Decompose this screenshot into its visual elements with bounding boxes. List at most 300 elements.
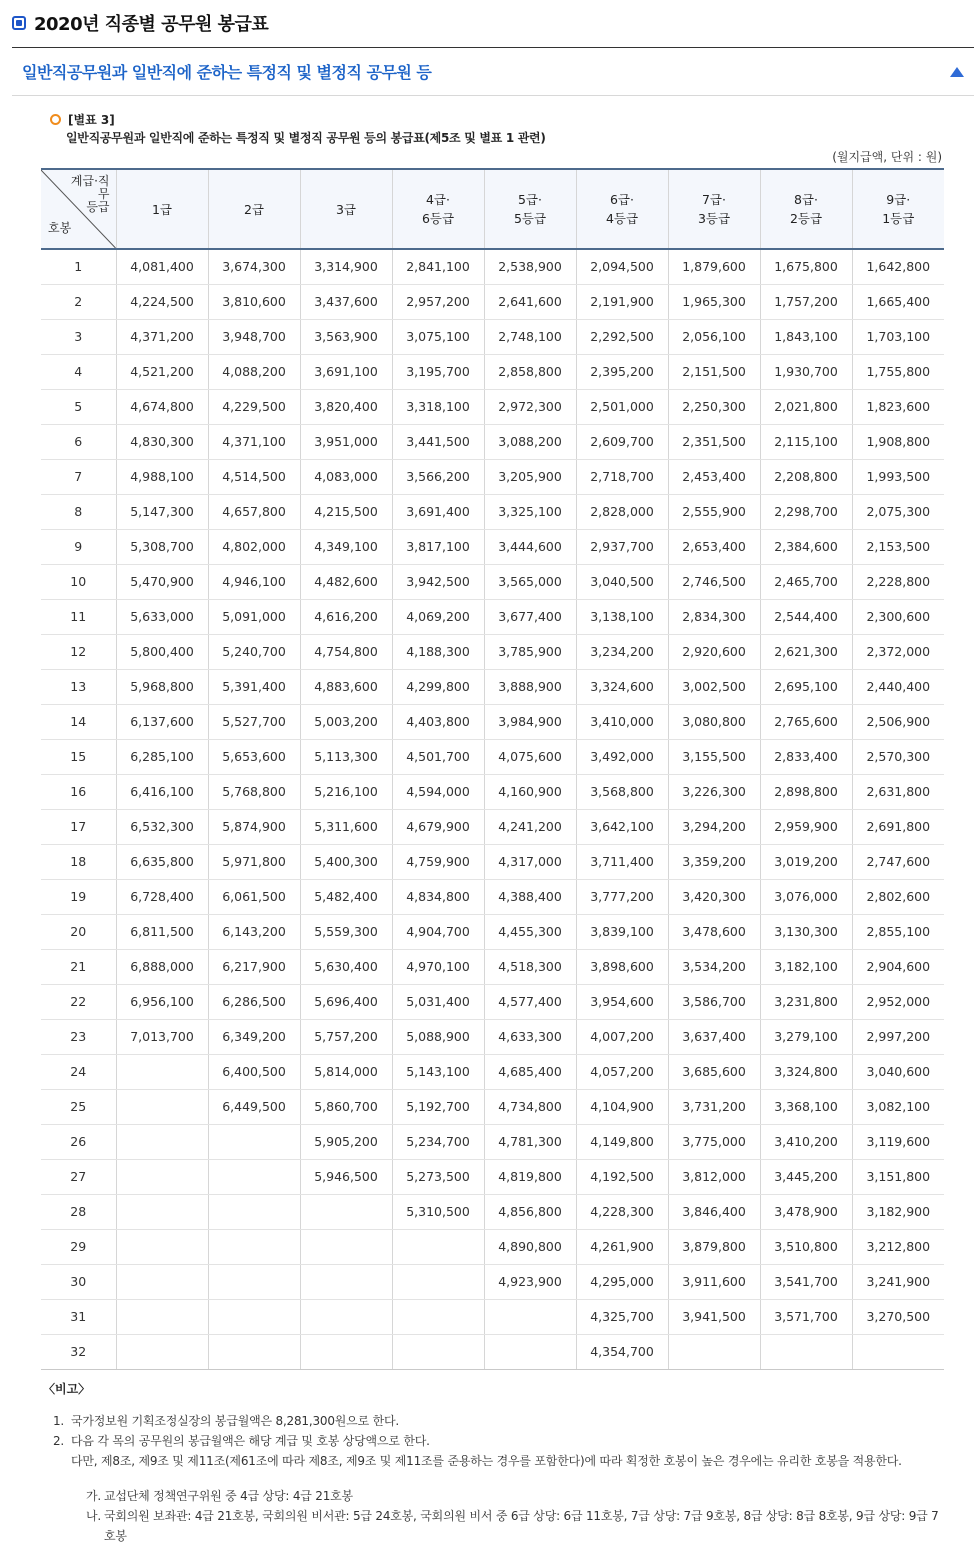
salary-cell: 4,482,600 [300,564,392,599]
salary-cell: 7,013,700 [116,1019,208,1054]
salary-cell: 3,674,300 [208,249,300,284]
table-row [41,599,944,634]
salary-cell: 5,310,500 [392,1194,484,1229]
salary-cell: 2,292,500 [576,319,668,354]
salary-cell: 5,653,600 [208,739,300,774]
salary-cell: 3,270,500 [852,1299,944,1334]
salary-cell: 5,527,700 [208,704,300,739]
note-number: 2. [53,1434,65,1448]
salary-cell: 4,781,300 [484,1124,576,1159]
salary-cell: 2,021,800 [760,389,852,424]
salary-cell: 3,586,700 [668,984,760,1019]
step-cell: 16 [41,774,116,809]
salary-cell: 1,703,100 [852,319,944,354]
salary-cell: 5,400,300 [300,844,392,879]
salary-cell: 3,076,000 [760,879,852,914]
salary-cell: 5,088,900 [392,1019,484,1054]
square-bullet-icon [12,16,26,30]
step-cell: 13 [41,669,116,704]
salary-cell: 3,324,800 [760,1054,852,1089]
salary-cell: 3,691,400 [392,494,484,529]
step-cell: 9 [41,529,116,564]
salary-cell: 1,930,700 [760,354,852,389]
salary-table [41,168,944,1370]
table-row [41,1229,944,1264]
salary-cell: 4,295,000 [576,1264,668,1299]
salary-cell: 2,747,600 [852,844,944,879]
salary-cell: 3,082,100 [852,1089,944,1124]
salary-cell [208,1194,300,1229]
table-row [41,984,944,1019]
salary-cell: 3,510,800 [760,1229,852,1264]
salary-cell: 3,817,100 [392,529,484,564]
salary-cell: 3,155,500 [668,739,760,774]
salary-cell: 3,080,800 [668,704,760,739]
table-row [41,1264,944,1299]
step-cell: 11 [41,599,116,634]
step-cell: 28 [41,1194,116,1229]
salary-cell: 5,003,200 [300,704,392,739]
salary-cell: 3,279,100 [760,1019,852,1054]
salary-cell: 6,286,500 [208,984,300,1019]
salary-cell: 3,642,100 [576,809,668,844]
salary-cell: 2,841,100 [392,249,484,284]
page-title: 2020년 직종별 공무원 봉급표 [34,14,269,35]
corner-top-label [71,175,110,214]
salary-cell: 2,538,900 [484,249,576,284]
salary-cell: 2,718,700 [576,459,668,494]
step-cell: 29 [41,1229,116,1264]
salary-cell: 4,657,800 [208,494,300,529]
salary-cell: 4,160,900 [484,774,576,809]
salary-cell [208,1124,300,1159]
table-row [41,844,944,879]
salary-cell: 3,911,600 [668,1264,760,1299]
salary-cell: 5,905,200 [300,1124,392,1159]
table-row [41,529,944,564]
salary-cell [300,1299,392,1334]
salary-cell: 4,521,200 [116,354,208,389]
note-text: 국가정보원 기획조정실장의 봉급월액은 8,281,300원으로 한다. [71,1414,399,1428]
salary-cell: 5,768,800 [208,774,300,809]
note-text: 다음 각 목의 공무원의 봉급월액은 해당 계급 및 호봉 상당액으로 한다. [71,1434,430,1448]
salary-cell: 1,675,800 [760,249,852,284]
note-2-ga [86,1488,353,1505]
unit-note: (월지급액, 단위 : 원) [832,150,942,164]
table-caption: 일반직공무원과 일반직에 준하는 특정직 및 별정직 공무원 등의 봉급표(제5조 및 별표 1 관련) [66,131,546,145]
salary-cell: 5,031,400 [392,984,484,1019]
salary-cell: 3,492,000 [576,739,668,774]
salary-cell: 3,568,800 [576,774,668,809]
salary-cell: 2,691,800 [852,809,944,844]
step-cell: 27 [41,1159,116,1194]
salary-cell: 4,970,100 [392,949,484,984]
step-cell: 31 [41,1299,116,1334]
salary-cell: 4,149,800 [576,1124,668,1159]
salary-cell: 5,860,700 [300,1089,392,1124]
salary-cell [116,1264,208,1299]
salary-cell: 2,570,300 [852,739,944,774]
salary-cell: 3,566,200 [392,459,484,494]
salary-cell: 2,631,800 [852,774,944,809]
salary-cell: 3,226,300 [668,774,760,809]
salary-cell: 4,819,800 [484,1159,576,1194]
salary-cell: 2,298,700 [760,494,852,529]
salary-cell: 4,754,800 [300,634,392,669]
salary-cell: 2,372,000 [852,634,944,669]
salary-cell: 3,088,200 [484,424,576,459]
salary-cell: 2,453,400 [668,459,760,494]
step-cell: 3 [41,319,116,354]
salary-cell: 2,440,400 [852,669,944,704]
salary-cell: 2,695,100 [760,669,852,704]
salary-cell: 4,299,800 [392,669,484,704]
salary-cell: 3,534,200 [668,949,760,984]
table-body [41,249,944,1369]
salary-cell: 3,984,900 [484,704,576,739]
salary-cell: 2,641,600 [484,284,576,319]
salary-cell: 2,208,800 [760,459,852,494]
salary-cell: 3,677,400 [484,599,576,634]
salary-cell [300,1264,392,1299]
salary-cell: 4,616,200 [300,599,392,634]
salary-cell: 3,888,900 [484,669,576,704]
note-2-continuation: 다만, 제8조, 제9조 및 제11조(제61조에 따라 제8조, 제9조 및 제11조를 준용하는 경우를 포함한다)에 따라 획정한 호봉이 높은 경우에는 유리한 호봉을 적용한다. [71,1454,902,1468]
table-row [41,809,944,844]
salary-cell: 5,091,000 [208,599,300,634]
table-row [41,1299,944,1334]
salary-cell: 3,820,400 [300,389,392,424]
salary-cell: 3,075,100 [392,319,484,354]
salary-cell: 4,834,800 [392,879,484,914]
grade-header: 2급 [208,169,300,249]
salary-cell: 4,946,100 [208,564,300,599]
salary-cell: 4,577,400 [484,984,576,1019]
salary-cell: 3,445,200 [760,1159,852,1194]
salary-cell: 3,777,200 [576,879,668,914]
salary-cell: 3,685,600 [668,1054,760,1089]
step-cell: 8 [41,494,116,529]
salary-cell: 5,968,800 [116,669,208,704]
collapse-triangle-icon[interactable] [950,67,964,77]
salary-cell: 4,633,300 [484,1019,576,1054]
table-row [41,914,944,949]
salary-cell: 3,314,900 [300,249,392,284]
salary-cell: 3,563,900 [300,319,392,354]
table-row [41,494,944,529]
salary-cell: 3,637,400 [668,1019,760,1054]
table-row [41,284,944,319]
salary-cell: 4,890,800 [484,1229,576,1264]
salary-cell: 2,395,200 [576,354,668,389]
salary-cell: 2,075,300 [852,494,944,529]
salary-cell: 3,954,600 [576,984,668,1019]
salary-cell: 2,746,500 [668,564,760,599]
step-cell: 19 [41,879,116,914]
salary-cell: 5,971,800 [208,844,300,879]
salary-cell: 4,371,100 [208,424,300,459]
corner-bottom-label: 호봉 [48,221,72,235]
note-2-na-continuation: 호봉 [104,1529,127,1543]
step-cell: 30 [41,1264,116,1299]
salary-cell: 4,007,200 [576,1019,668,1054]
grade-header: 7급· 3등급 [668,169,760,249]
table-label [50,111,115,128]
salary-cell: 4,685,400 [484,1054,576,1089]
salary-cell: 4,188,300 [392,634,484,669]
salary-cell: 4,349,100 [300,529,392,564]
salary-cell: 2,228,800 [852,564,944,599]
salary-cell: 4,241,200 [484,809,576,844]
grade-header: 5급· 5등급 [484,169,576,249]
note-2-na [86,1508,956,1525]
salary-cell: 1,642,800 [852,249,944,284]
section-accordion-header[interactable] [12,48,974,96]
salary-cell: 2,855,100 [852,914,944,949]
salary-cell: 3,711,400 [576,844,668,879]
salary-cell: 2,653,400 [668,529,760,564]
salary-cell: 3,324,600 [576,669,668,704]
table-row [41,424,944,459]
grade-header: 9급· 1등급 [852,169,944,249]
salary-cell [392,1264,484,1299]
salary-cell: 2,834,300 [668,599,760,634]
salary-cell: 6,956,100 [116,984,208,1019]
salary-cell [484,1334,576,1369]
step-cell: 32 [41,1334,116,1369]
salary-cell: 3,420,300 [668,879,760,914]
salary-cell: 4,083,000 [300,459,392,494]
salary-cell: 2,765,600 [760,704,852,739]
salary-cell: 3,731,200 [668,1089,760,1124]
circle-bullet-icon [50,114,61,125]
salary-cell [300,1229,392,1264]
salary-cell: 2,465,700 [760,564,852,599]
table-row [41,1159,944,1194]
grade-header: 4급· 6등급 [392,169,484,249]
salary-cell: 6,811,500 [116,914,208,949]
salary-cell: 2,115,100 [760,424,852,459]
note-1 [53,1413,399,1430]
salary-cell: 1,843,100 [760,319,852,354]
salary-cell: 3,205,900 [484,459,576,494]
salary-cell: 3,151,800 [852,1159,944,1194]
salary-cell: 3,040,600 [852,1054,944,1089]
salary-cell [760,1334,852,1369]
salary-cell: 2,833,400 [760,739,852,774]
salary-cell [116,1089,208,1124]
salary-cell: 3,019,200 [760,844,852,879]
salary-cell: 3,002,500 [668,669,760,704]
salary-cell: 3,691,100 [300,354,392,389]
salary-cell: 3,138,100 [576,599,668,634]
salary-cell: 4,455,300 [484,914,576,949]
salary-cell: 3,318,100 [392,389,484,424]
table-row [41,774,944,809]
note-2 [53,1433,430,1450]
salary-cell: 2,056,100 [668,319,760,354]
salary-cell: 5,113,300 [300,739,392,774]
salary-cell: 4,215,500 [300,494,392,529]
salary-cell: 4,518,300 [484,949,576,984]
salary-cell: 5,633,000 [116,599,208,634]
salary-cell: 2,153,500 [852,529,944,564]
salary-cell [116,1194,208,1229]
corner-top-line-1: 계급·직 [70,174,110,188]
corner-top-line-2: 무 [97,187,110,201]
salary-cell: 5,800,400 [116,634,208,669]
salary-cell: 4,679,900 [392,809,484,844]
table-row [41,739,944,774]
salary-cell: 3,571,700 [760,1299,852,1334]
grade-header: 1급 [116,169,208,249]
salary-cell: 5,391,400 [208,669,300,704]
salary-cell: 6,285,100 [116,739,208,774]
step-cell: 25 [41,1089,116,1124]
salary-cell: 3,541,700 [760,1264,852,1299]
salary-cell [116,1229,208,1264]
salary-cell: 3,241,900 [852,1264,944,1299]
salary-cell: 4,674,800 [116,389,208,424]
table-row [41,459,944,494]
salary-cell: 5,216,100 [300,774,392,809]
salary-cell: 3,951,000 [300,424,392,459]
salary-cell: 5,814,000 [300,1054,392,1089]
table-label-text: [별표 3] [68,113,115,127]
grade-header: 8급· 2등급 [760,169,852,249]
salary-cell: 4,228,300 [576,1194,668,1229]
salary-cell [668,1334,760,1369]
salary-cell [484,1299,576,1334]
salary-cell [208,1264,300,1299]
note-number: 나. [86,1509,102,1523]
salary-cell: 1,908,800 [852,424,944,459]
salary-cell [392,1334,484,1369]
salary-cell: 4,057,200 [576,1054,668,1089]
salary-cell: 3,941,500 [668,1299,760,1334]
grade-header: 6급· 4등급 [576,169,668,249]
salary-cell: 6,349,200 [208,1019,300,1054]
note-text: 교섭단체 정책연구위원 중 4급 상당: 4급 21호봉 [104,1489,353,1503]
salary-cell: 3,846,400 [668,1194,760,1229]
salary-cell: 2,972,300 [484,389,576,424]
corner-header-cell [41,169,116,249]
salary-cell: 3,812,000 [668,1159,760,1194]
salary-cell: 6,137,600 [116,704,208,739]
salary-cell: 2,959,900 [760,809,852,844]
salary-cell: 6,532,300 [116,809,208,844]
salary-cell: 4,403,800 [392,704,484,739]
step-cell: 15 [41,739,116,774]
salary-cell: 4,923,900 [484,1264,576,1299]
salary-cell [116,1334,208,1369]
salary-cell: 4,192,500 [576,1159,668,1194]
step-cell: 17 [41,809,116,844]
step-cell: 22 [41,984,116,1019]
table-row [41,669,944,704]
salary-cell [208,1159,300,1194]
salary-cell: 5,311,600 [300,809,392,844]
step-cell: 4 [41,354,116,389]
salary-cell: 2,802,600 [852,879,944,914]
salary-cell: 3,898,600 [576,949,668,984]
salary-cell: 2,191,900 [576,284,668,319]
step-cell: 26 [41,1124,116,1159]
table-row [41,1194,944,1229]
salary-cell: 2,748,100 [484,319,576,354]
salary-cell: 2,904,600 [852,949,944,984]
salary-cell: 2,957,200 [392,284,484,319]
salary-cell: 5,946,500 [300,1159,392,1194]
salary-cell: 4,883,600 [300,669,392,704]
salary-cell: 3,212,800 [852,1229,944,1264]
note-number: 가. [86,1489,102,1503]
salary-cell: 5,234,700 [392,1124,484,1159]
salary-cell: 2,151,500 [668,354,760,389]
salary-cell: 3,040,500 [576,564,668,599]
salary-cell: 3,182,100 [760,949,852,984]
salary-cell: 4,229,500 [208,389,300,424]
step-cell: 12 [41,634,116,669]
salary-cell: 2,828,000 [576,494,668,529]
salary-cell: 3,441,500 [392,424,484,459]
salary-cell: 3,294,200 [668,809,760,844]
step-cell: 18 [41,844,116,879]
table-row [41,634,944,669]
section-title: 일반직공무원과 일반직에 준하는 특정직 및 별정직 공무원 등 [22,63,432,82]
salary-cell: 3,231,800 [760,984,852,1019]
salary-cell: 4,224,500 [116,284,208,319]
table-row [41,354,944,389]
salary-cell: 6,400,500 [208,1054,300,1089]
salary-cell: 1,665,400 [852,284,944,319]
salary-cell: 4,856,800 [484,1194,576,1229]
table-row [41,879,944,914]
salary-cell: 6,449,500 [208,1089,300,1124]
salary-cell: 3,839,100 [576,914,668,949]
salary-cell [208,1229,300,1264]
step-cell: 7 [41,459,116,494]
salary-cell: 3,359,200 [668,844,760,879]
step-cell: 6 [41,424,116,459]
salary-cell [116,1124,208,1159]
salary-cell: 4,802,000 [208,529,300,564]
salary-cell: 4,104,900 [576,1089,668,1124]
salary-cell [300,1194,392,1229]
salary-cell: 1,823,600 [852,389,944,424]
salary-cell: 3,775,000 [668,1124,760,1159]
salary-cell: 6,635,800 [116,844,208,879]
step-cell: 24 [41,1054,116,1089]
page-title-bar [12,10,268,36]
salary-cell: 3,444,600 [484,529,576,564]
salary-cell: 6,217,900 [208,949,300,984]
salary-cell: 3,948,700 [208,319,300,354]
salary-cell: 2,621,300 [760,634,852,669]
salary-cell: 5,273,500 [392,1159,484,1194]
step-cell: 20 [41,914,116,949]
salary-cell [208,1299,300,1334]
salary-cell: 2,898,800 [760,774,852,809]
note-text: 국회의원 보좌관: 4급 21호봉, 국회의원 비서관: 5급 24호봉, 국회의원 비서 중 6급 상당: 6급 11호봉, 7급 상당: 7급 9호봉, 8급 상당: 8급 8호봉, 9급 상당: 9급 7 [104,1509,939,1523]
salary-cell: 4,594,000 [392,774,484,809]
salary-cell: 5,143,100 [392,1054,484,1089]
salary-cell [116,1054,208,1089]
salary-cell: 4,088,200 [208,354,300,389]
salary-cell: 4,075,600 [484,739,576,774]
salary-cell: 1,993,500 [852,459,944,494]
salary-cell: 1,879,600 [668,249,760,284]
